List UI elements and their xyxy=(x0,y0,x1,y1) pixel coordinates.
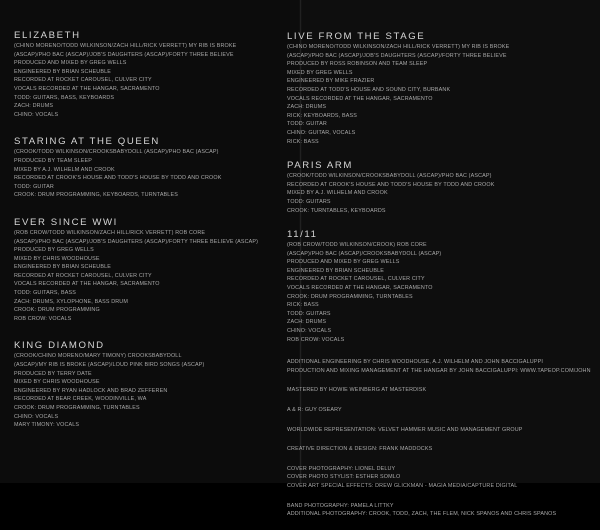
credit-line: ENGINEERED BY BRIAN SCHEUBLE xyxy=(287,267,384,274)
credit-line: ENGINEERED BY BRIAN SCHEUBLE xyxy=(14,68,111,75)
credit-line: PRODUCED AND MIXED BY GREG WELLS xyxy=(287,259,400,266)
credit-line: RECORDED AT CROOK'S HOUSE AND TODD'S HOUSE BY TODD AND CROOK xyxy=(287,181,495,188)
credit-line: COVER ART SPECIAL EFFECTS: DREW GLICKMAN - MAGIA MEDIA/CAPTURE DIGITAL xyxy=(287,482,518,489)
song-credit xyxy=(287,31,593,146)
credit-line: (ROB CROW/TODD WILKINSON/ZACH HILL/RICK VERRETT) ROB CORE xyxy=(14,229,206,236)
credit-line: (ASCAP)/MY RIB IS BROKE (ASCAP)/LOUD PINK BIRD SONGS (ASCAP) xyxy=(14,362,205,369)
credit-line: VOCALS RECORDED AT THE HANGAR, SACRAMENTO xyxy=(287,285,433,292)
song-title: 11/11 xyxy=(287,229,318,241)
credit-line: CHINO: VOCALS xyxy=(14,111,59,118)
song-credit xyxy=(14,217,296,324)
credit-line: BAND PHOTOGRAPHY: PAMELA LITTKY xyxy=(287,502,394,509)
song-credit xyxy=(287,160,593,215)
credit-line: ENGINEERED BY RYAN HADLOCK AND BRAD ZEFFEREN xyxy=(14,387,168,394)
credit-line: A & R: GUY OSEARY xyxy=(287,407,342,413)
credit-block xyxy=(287,358,593,375)
credit-line: (CHINO MORENO/TODD WILKINSON/ZACH HILL/RICK VERRETT) MY RIB IS BROKE xyxy=(287,44,510,50)
credit-line: (CROOK/TODD WILKINSON/CROOKSBABYDOLL (ASCAP)/PHO BAC (ASCAP) xyxy=(287,173,492,180)
song-credit xyxy=(287,229,593,344)
credit-block xyxy=(287,502,593,519)
right-song-list xyxy=(287,31,593,344)
credit-line: PRODUCTION AND MIXING MANAGEMENT AT THE HANGAR BY JOHN BACCIGALUPPI: WWW.TAPEOP.COM/JOHN xyxy=(287,367,591,374)
credit-line: CROOK: DRUM PROGRAMMING, KEYBOARDS, TURNTABLES xyxy=(14,192,178,199)
credit-line: PRODUCED BY TERRY DATE xyxy=(14,370,92,377)
credit-line: CHINO: GUITAR, VOCALS xyxy=(287,129,356,136)
credit-line: (ASCAP)/PHO BAC (ASCAP)/JOB'S DAUGHTERS (ASCAP)/FORTY THREE BELIEVE xyxy=(287,52,507,59)
credit-line: MIXED BY CHRIS WOODHOUSE xyxy=(14,255,100,262)
credit-line: PRODUCED BY ROSS ROBINSON AND TEAM SLEEP xyxy=(287,61,428,68)
credit-line: COVER PHOTOGRAPHY: LIONEL DELUY xyxy=(287,465,396,472)
credit-line: MASTERED BY HOWIE WEINBERG AT MASTERDISK xyxy=(287,387,427,394)
song-credit xyxy=(14,340,296,429)
credit-line: (CROOK/TODD WILKINSON/CROOKSBABYDOLL (ASCAP)/PHO BAC (ASCAP) xyxy=(14,149,219,156)
right-column xyxy=(287,31,593,530)
credit-line: (CHINO MORENO/TODD WILKINSON/ZACH HILL/RICK VERRETT) MY RIB IS BROKE xyxy=(14,43,237,49)
credit-line: PRODUCED BY TEAM SLEEP xyxy=(14,157,92,164)
credit-line: PRODUCED AND MIXED BY GREG WELLS xyxy=(14,60,127,67)
credit-line: RECORDED AT CROOK'S HOUSE AND TODD'S HOUSE BY TODD AND CROOK xyxy=(14,175,222,182)
credit-line: ADDITIONAL ENGINEERING BY CHRIS WOODHOUSE, A.J. WILHELM AND JOHN BACCIGALUPPI xyxy=(287,359,543,366)
album-credits xyxy=(287,358,593,519)
credit-line: PRODUCED BY GREG WELLS xyxy=(14,247,94,254)
credit-line: ENGINEERED BY BRIAN SCHEUBLE xyxy=(14,264,111,271)
song-title: ELIZABETH xyxy=(14,30,81,41)
credit-line: MIXED BY CHRIS WOODHOUSE xyxy=(14,379,100,386)
credit-line: RICK: BASS xyxy=(287,302,319,309)
credit-line: CROOK: DRUM PROGRAMMING, TURNTABLES xyxy=(14,405,140,411)
credit-line: CROOK: DRUM PROGRAMMING, TURNTABLES xyxy=(287,293,413,300)
credit-line: RICK: KEYBOARDS, BASS xyxy=(287,112,357,119)
credit-block xyxy=(287,426,593,435)
credit-line: (ASCAP)/PHO BAC (ASCAP)/JOB'S DAUGHTERS (ASCAP)/FORTY THREE BELIEVE (ASCAP) xyxy=(14,238,259,245)
credit-line: RICK: BASS xyxy=(287,138,319,145)
song-title: KING DIAMOND xyxy=(14,340,105,352)
credit-line: MARY TIMONY: VOCALS xyxy=(14,422,80,429)
credit-line: ENGINEERED BY MIKE FRAZIER xyxy=(287,78,375,85)
credit-block xyxy=(287,406,593,415)
credit-line: CROOK: TURNTABLES, KEYBOARDS xyxy=(287,207,386,214)
credit-line: CHINO: VOCALS xyxy=(287,328,332,335)
credit-line: CHINO: VOCALS xyxy=(14,413,59,420)
song-credit xyxy=(14,136,296,200)
credit-line: VOCALS RECORDED AT THE HANGAR, SACRAMENTO xyxy=(14,85,160,92)
credit-line: TODD: GUITARS xyxy=(287,310,331,317)
credit-line: RECORDED AT TODD'S HOUSE AND SOUND CITY, BURBANK xyxy=(287,86,451,93)
credit-line: MIXED BY A.J. WILHELM AND CROOK xyxy=(287,190,388,197)
credit-block xyxy=(287,386,593,395)
credit-line: WORLDWIDE REPRESENTATION: VELVET HAMMER MUSIC AND MANAGEMENT GROUP xyxy=(287,426,523,433)
song-title: EVER SINCE WWI xyxy=(14,216,118,228)
credit-line: ROB CROW: VOCALS xyxy=(287,336,345,343)
credit-line: ZACH: DRUMS xyxy=(287,104,327,111)
credit-line: (ROB CROW/TODD WILKINSON/CROOK) ROB CORE xyxy=(287,242,427,249)
credit-line: RECORDED AT ROCKET CAROUSEL, CULVER CITY xyxy=(287,276,425,283)
song-credit xyxy=(14,30,296,119)
credit-line: RECORDED AT BEAR CREEK, WOODINVILLE, WA xyxy=(14,396,147,403)
credit-line: TODD: GUITAR xyxy=(14,183,54,190)
credit-line: (ASCAP)/PHO BAC (ASCAP)/CROOKSBABYDOLL (ASCAP) xyxy=(287,250,442,257)
credit-line: TODD: GUITARS, BASS xyxy=(14,290,76,297)
credit-line: ROB CROW: VOCALS xyxy=(14,315,72,322)
credit-line: ZACH: DRUMS xyxy=(14,103,54,110)
credit-line: COVER PHOTO STYLIST: ESTHER SOMLO xyxy=(287,474,401,481)
credit-line: CROOK: DRUM PROGRAMMING xyxy=(14,307,100,314)
credit-line: VOCALS RECORDED AT THE HANGAR, SACRAMENTO xyxy=(14,281,160,288)
credit-block xyxy=(287,445,593,454)
credit-line: RECORDED AT ROCKET CAROUSEL, CULVER CITY xyxy=(14,77,152,84)
credit-line: MIXED BY A.J. WILHELM AND CROOK xyxy=(14,166,115,173)
credit-line: RECORDED AT ROCKET CAROUSEL, CULVER CITY xyxy=(14,272,152,279)
credit-line: (CROOK/CHINO MORENO/MARY TIMONY) CROOKSBABYDOLL xyxy=(14,353,182,360)
credit-block xyxy=(287,465,593,491)
credit-line: MIXED BY GREG WELLS xyxy=(287,69,353,76)
credit-line: TODD: GUITAR xyxy=(287,121,327,128)
credit-line: CREATIVE DIRECTION & DESIGN: FRANK MADDOCKS xyxy=(287,446,433,453)
credit-line: TODD: GUITARS, BASS, KEYBOARDS xyxy=(14,94,115,101)
credit-line: ADDITIONAL PHOTOGRAPHY: CROOK, TODD, ZACH, THE FLEM, NICK SPANOS AND CHRIS SPANOS xyxy=(287,511,557,518)
credit-line: ZACH: DRUMS, XYLOPHONE, BASS DRUM xyxy=(14,298,128,305)
credit-line: TODD: GUITARS xyxy=(287,198,331,205)
song-title: LIVE FROM THE STAGE xyxy=(287,31,426,42)
song-title: PARIS ARM xyxy=(287,160,353,172)
song-title: STARING AT THE QUEEN xyxy=(14,136,160,148)
credit-line: VOCALS RECORDED AT THE HANGAR, SACRAMENTO xyxy=(287,95,433,102)
credit-line: ZACH: DRUMS xyxy=(287,319,327,326)
left-column xyxy=(14,30,296,447)
credit-line: (ASCAP)/PHO BAC (ASCAP)/JOB'S DAUGHTERS (ASCAP)/FORTY THREE BELIEVE xyxy=(14,51,234,58)
